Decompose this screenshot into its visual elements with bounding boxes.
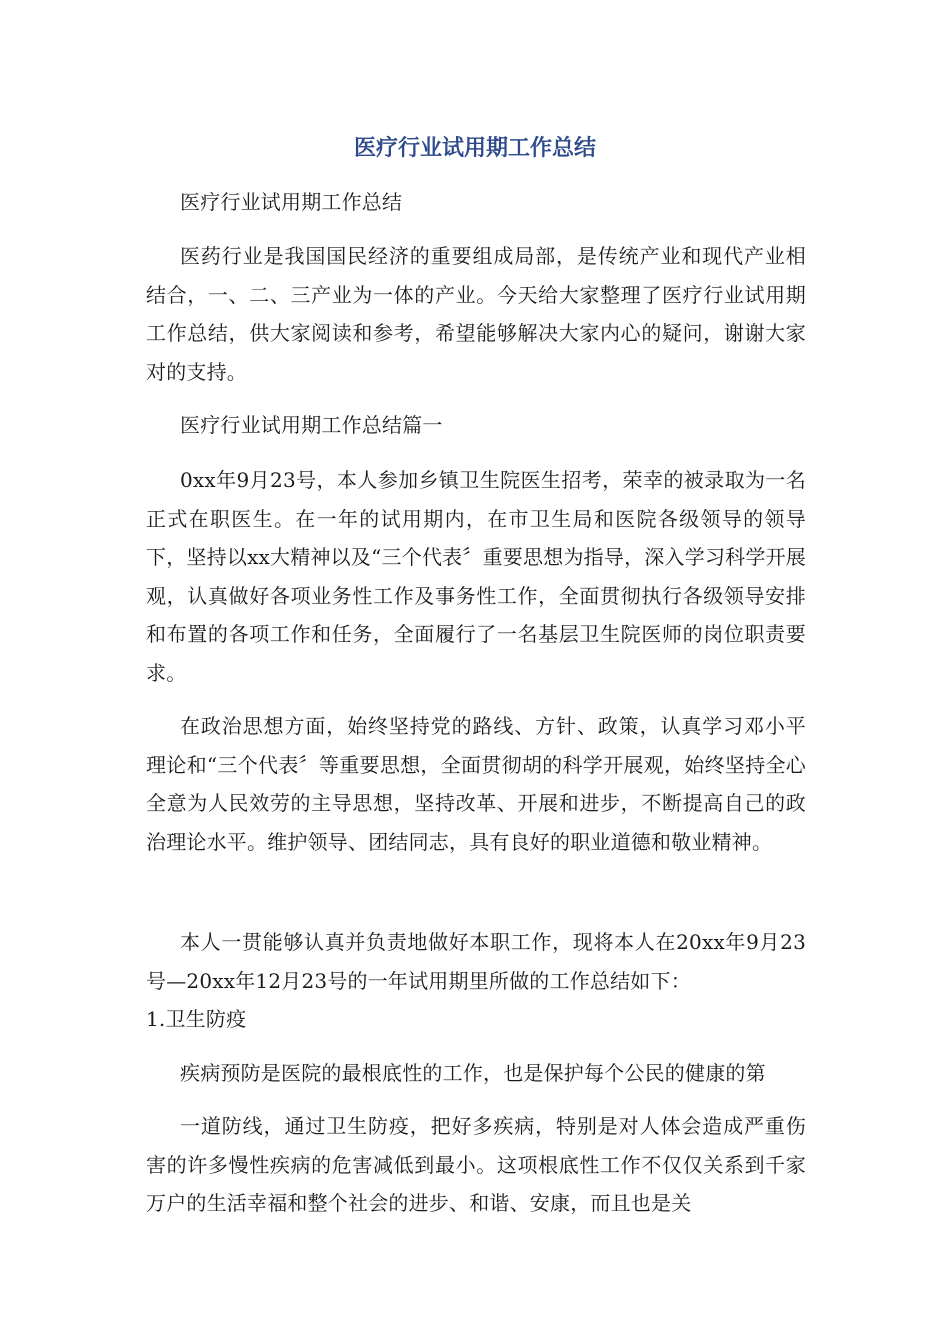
body-paragraph-3: 本人一贯能够认真并负责地做好本职工作，现将本人在20xx年9月23号—20xx年12月23号的一年试用期里所做的工作总结如下： [146, 930, 806, 993]
intro-paragraph: 医药行业是我国国民经济的重要组成局部，是传统产业和现代产业相结合，一、二、三产业为一体的产业。今天给大家整理了医疗行业试用期工作总结，供大家阅读和参考，希望能够解决大家内心的疑问，谢谢大家对的支持。 [146, 244, 806, 384]
body-paragraph-2: 在政治思想方面，始终坚持党的路线、方针、政策，认真学习邓小平理论和“三个代表〞等重要思想，全面贯彻胡的科学开展观，始终坚持全心全意为人民效劳的主导思想，坚持改革、开展和进步，不断提高自己的政治理论水平。维护领导、团结同志，具有良好的职业道德和敬业精神。 [146, 714, 806, 854]
subtitle-paragraph: 医疗行业试用期工作总结 [180, 190, 403, 214]
body-paragraph-5: 一道防线，通过卫生防疫，把好多疾病，特别是对人体会造成严重伤害的许多慢性疾病的危害减低到最小。这项根底性工作不仅仅关系到千家万户的生活幸福和整个社会的进步、和谐、安康，而且也是关 [146, 1114, 806, 1215]
section-heading-paragraph: 医疗行业试用期工作总结篇一 [180, 413, 443, 437]
body-paragraph-4: 疾病预防是医院的最根底性的工作，也是保护每个公民的健康的第 [180, 1061, 766, 1085]
list-item-1: 1.卫生防疫 [146, 1007, 247, 1031]
document-title: 医疗行业试用期工作总结 [353, 136, 596, 161]
body-paragraph-1: 0xx年9月23号，本人参加乡镇卫生院医生招考，荣幸的被录取为一名正式在职医生。在一年的试用期内，在市卫生局和医院各级领导的领导下，坚持以xx大精神以及“三个代表〞重要思想为指导，深入学习科学开展观，认真做好各项业务性工作及事务性工作，全面贯彻执行各级领导安排和布置的各项工作和任务，全面履行了一名基层卫生院医师的岗位职责要求。 [146, 468, 806, 685]
